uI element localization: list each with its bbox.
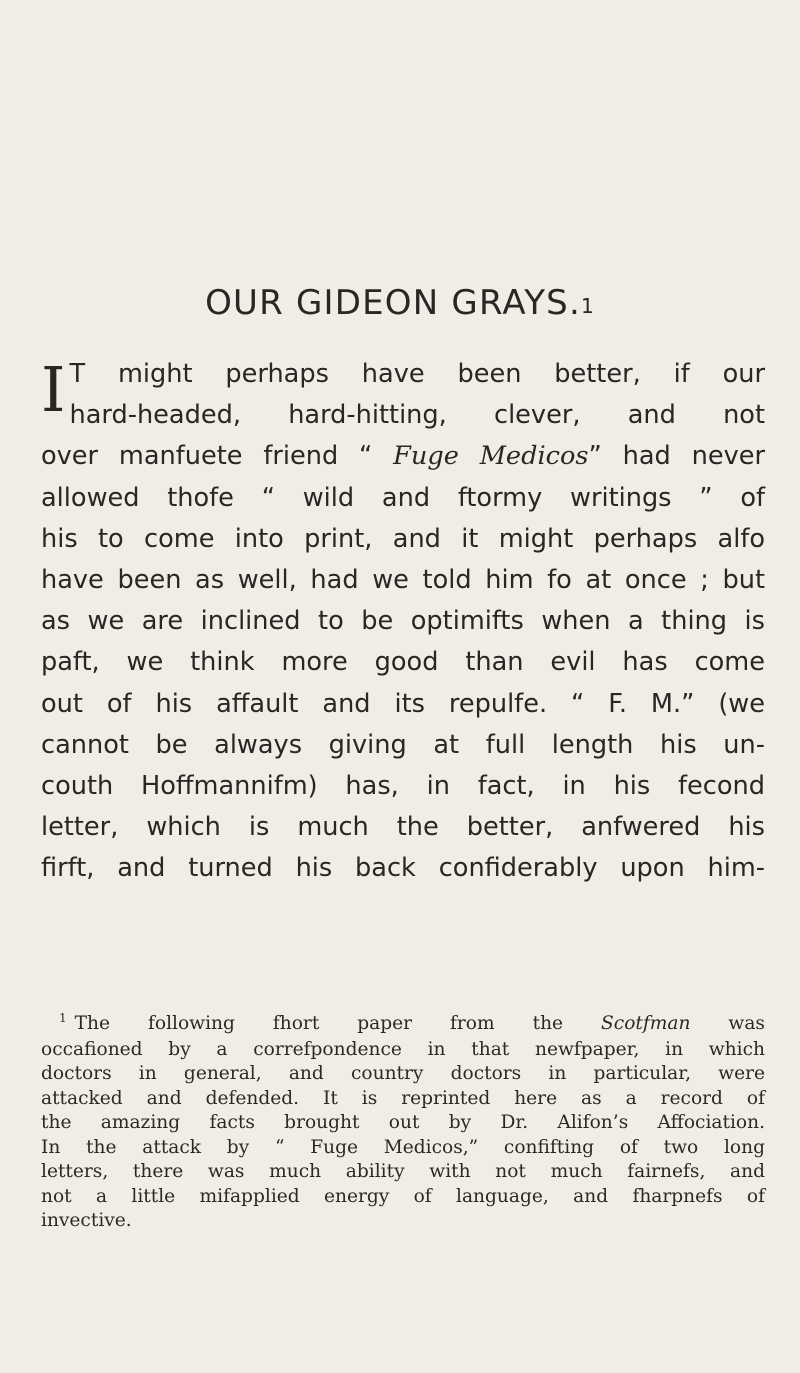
body-line: [41, 436, 765, 477]
footnote-line: invective.: [41, 1210, 132, 1231]
footnote-line: letters, there was much ability with not much fairnefs, and: [41, 1161, 765, 1182]
body-line: his to come into print, and it might perhaps alfo: [41, 523, 765, 554]
body-line: cannot be always giving at full length his un-: [41, 729, 765, 760]
footnote-italic: Scotfman: [601, 1013, 691, 1034]
body-line: letter, which is much the better, anfwered his: [41, 812, 765, 843]
body-line: have been as well, had we told him fo at once ; but: [41, 565, 765, 596]
footnote-text: was: [690, 1013, 765, 1034]
footnote-line: doctors in general, and country doctors in particular, were: [41, 1063, 765, 1084]
footnote-line: [41, 1012, 765, 1038]
footnote-line: not a little mifapplied energy of language, and fharpnefs of: [41, 1185, 765, 1207]
body-line: paft, we think more good than evil has come: [41, 647, 765, 678]
drop-cap: I: [41, 353, 66, 426]
body-line: allowed thofe “ wild and ftormy writings ” of: [41, 482, 765, 513]
footnote-line: the amazing facts brought out by Dr. Alifon’s Affociation.: [41, 1112, 765, 1133]
body-paragraph: [41, 354, 765, 890]
footnote-line: attacked and defended. It is reprinted here as a record of: [41, 1087, 765, 1109]
body-line-part: ” had never: [588, 441, 765, 472]
body-line: as we are inclined to be optimifts when a thing is: [41, 606, 765, 637]
title-footnote-marker: 1: [580, 294, 595, 318]
footnote-marker: 1: [59, 1011, 67, 1025]
body-line-italic: Fuge Medicos: [393, 441, 589, 472]
body-line: hard-headed, hard-hitting, clever, and not: [69, 400, 765, 431]
body-line-part: over manfuete friend “: [41, 441, 394, 472]
footnote-line: In the attack by “ Fuge Medicos,” confifting of two long: [41, 1136, 765, 1158]
body-line: firft, and turned his back confiderably upon him-: [41, 853, 765, 884]
footnote-line: occafioned by a correfpondence in that newfpaper, in which: [41, 1038, 765, 1060]
body-line: T might perhaps have been better, if our: [69, 359, 765, 389]
chapter-title: [0, 283, 800, 323]
chapter-title-text: OUR GIDEON GRAYS.: [205, 283, 581, 323]
body-line: out of his affault and its repulfe. “ F. M.” (we: [41, 688, 765, 719]
footnote-text: The following fhort paper from the: [74, 1013, 602, 1034]
footnote: [41, 1012, 765, 1234]
body-line: couth Hoffmannifm) has, in fact, in his fecond: [41, 771, 765, 802]
